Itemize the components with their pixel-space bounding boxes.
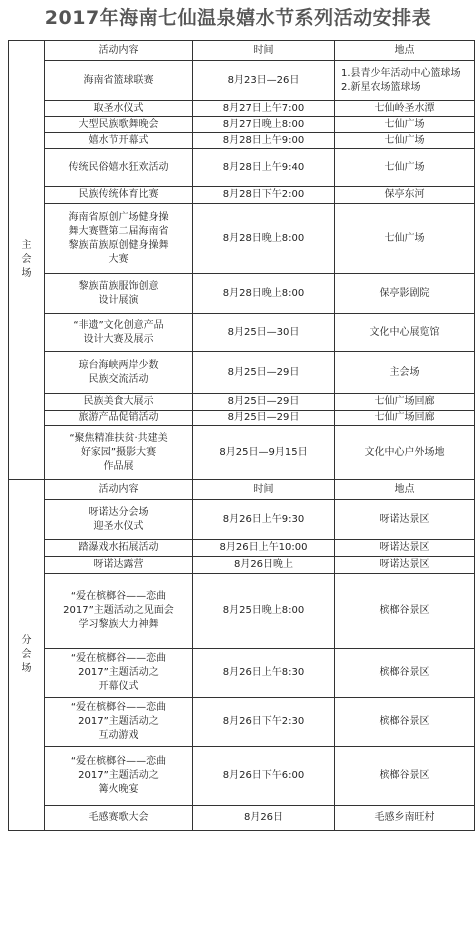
activity-cell bbox=[45, 61, 193, 101]
venue-line: 七仙广场 bbox=[384, 232, 425, 244]
time-line: 8月26日下午2:30 bbox=[222, 716, 305, 727]
time-cell bbox=[193, 557, 335, 574]
activity-line: 嬉水节开幕式 bbox=[88, 134, 149, 146]
table-row bbox=[9, 101, 475, 117]
venue-line: 保亭影剧院 bbox=[379, 287, 430, 299]
header-time: 时间 bbox=[193, 41, 335, 61]
header-activity: 活动内容 bbox=[45, 480, 193, 500]
time-line: 8月28日上午9:00 bbox=[222, 134, 305, 146]
venue-cell bbox=[335, 500, 475, 540]
activity-line: 设计展演 bbox=[98, 294, 139, 306]
venue-cell bbox=[335, 574, 475, 649]
venue-cell bbox=[335, 806, 475, 831]
activity-cell bbox=[45, 698, 193, 747]
table-row bbox=[9, 394, 475, 411]
time-cell bbox=[193, 806, 335, 831]
table-row bbox=[9, 557, 475, 574]
activity-line: 大赛 bbox=[108, 253, 129, 265]
activity-line: 大型民族歌舞晚会 bbox=[78, 118, 159, 130]
venue-line: 1.县青少年活动中心篮球场 bbox=[341, 67, 461, 79]
table-row bbox=[9, 149, 475, 187]
header-row bbox=[9, 41, 475, 61]
time-line: 8月25日—29日 bbox=[227, 366, 300, 378]
venue-line: 呀诺达景区 bbox=[379, 559, 430, 570]
venue-cell bbox=[335, 557, 475, 574]
section-label-char: 会 bbox=[21, 254, 32, 265]
activity-line: 2017”主题活动之见面会 bbox=[63, 605, 174, 616]
activity-line: “爱在槟榔谷——恋曲 bbox=[70, 591, 167, 602]
header-venue: 地点 bbox=[335, 41, 475, 61]
header-row bbox=[9, 480, 475, 500]
time-line: 8月26日上午9:30 bbox=[222, 513, 305, 525]
activity-line: 2017”主题活动之 bbox=[78, 716, 159, 727]
activity-line: 呀诺达分会场 bbox=[88, 506, 149, 518]
venue-cell bbox=[335, 747, 475, 806]
table-row bbox=[9, 411, 475, 426]
venue-cell bbox=[335, 187, 475, 204]
time-line: 8月26日上午8:30 bbox=[222, 667, 305, 678]
venue-line: 主会场 bbox=[389, 366, 420, 378]
activity-cell bbox=[45, 747, 193, 806]
time-cell bbox=[193, 698, 335, 747]
section-label-char: 主 bbox=[21, 240, 32, 251]
time-cell bbox=[193, 133, 335, 149]
activity-line: 舞大赛暨第二届海南省 bbox=[68, 225, 169, 237]
time-cell bbox=[193, 574, 335, 649]
venue-line: 槟榔谷景区 bbox=[379, 716, 430, 727]
time-cell bbox=[193, 117, 335, 133]
table-row bbox=[9, 698, 475, 747]
venue-line: 槟榔谷景区 bbox=[379, 605, 430, 616]
time-line: 8月26日晚上 bbox=[233, 559, 294, 570]
schedule-table bbox=[8, 40, 475, 831]
time-line: 8月28日晚上8:00 bbox=[222, 287, 305, 299]
page-title: 2017年海南七仙温泉嬉水节系列活动安排表 bbox=[44, 7, 432, 29]
activity-cell bbox=[45, 500, 193, 540]
section-label-char: 会 bbox=[21, 649, 32, 660]
time-line: 8月28日晚上8:00 bbox=[222, 232, 305, 244]
venue-line: 七仙广场 bbox=[384, 161, 425, 173]
activity-line: 学习黎族大力神舞 bbox=[78, 619, 159, 630]
time-line: 8月28日下午2:00 bbox=[222, 189, 305, 200]
table-row bbox=[9, 117, 475, 133]
activity-line: 设计大赛及展示 bbox=[83, 333, 154, 345]
venue-cell bbox=[335, 649, 475, 698]
time-line: 8月26日下午6:00 bbox=[222, 770, 305, 781]
time-line: 8月28日上午9:40 bbox=[222, 161, 305, 173]
activity-cell bbox=[45, 574, 193, 649]
section-label-char: 场 bbox=[21, 663, 32, 674]
activity-cell bbox=[45, 540, 193, 557]
activity-line: 开幕仪式 bbox=[98, 681, 139, 692]
activity-line: 2017”主题活动之 bbox=[78, 667, 159, 678]
activity-cell bbox=[45, 274, 193, 314]
venue-line: 文化中心展览馆 bbox=[369, 326, 440, 338]
venue-line: 呀诺达景区 bbox=[379, 513, 430, 525]
time-line: 8月25日晚上8:00 bbox=[222, 605, 305, 616]
time-cell bbox=[193, 411, 335, 426]
activity-cell bbox=[45, 101, 193, 117]
activity-cell bbox=[45, 117, 193, 133]
table-row bbox=[9, 540, 475, 557]
table-row bbox=[9, 187, 475, 204]
time-cell bbox=[193, 540, 335, 557]
activity-cell bbox=[45, 426, 193, 480]
time-cell bbox=[193, 101, 335, 117]
venue-cell bbox=[335, 698, 475, 747]
activity-line: “爱在槟榔谷——恋曲 bbox=[70, 702, 167, 713]
section-label-char: 场 bbox=[21, 268, 32, 279]
activity-line: 旅游产品促销活动 bbox=[78, 412, 159, 423]
activity-line: 取圣水仪式 bbox=[93, 102, 144, 114]
activity-line: “爱在槟榔谷——恋曲 bbox=[70, 756, 167, 767]
venue-line: 七仙广场回廊 bbox=[374, 412, 435, 423]
table-row bbox=[9, 649, 475, 698]
table-row bbox=[9, 806, 475, 831]
venue-cell bbox=[335, 117, 475, 133]
time-line: 8月25日—9月15日 bbox=[219, 446, 308, 458]
venue-cell bbox=[335, 411, 475, 426]
time-line: 8月27日晚上8:00 bbox=[222, 118, 305, 130]
time-cell bbox=[193, 61, 335, 101]
activity-line: 呀诺达露营 bbox=[93, 559, 144, 570]
venue-line: 槟榔谷景区 bbox=[379, 770, 430, 781]
venue-cell bbox=[335, 204, 475, 274]
venue-cell bbox=[335, 133, 475, 149]
activity-cell bbox=[45, 314, 193, 352]
time-line: 8月25日—29日 bbox=[227, 396, 300, 407]
activity-cell bbox=[45, 133, 193, 149]
table-row bbox=[9, 204, 475, 274]
time-cell bbox=[193, 747, 335, 806]
table-row bbox=[9, 747, 475, 806]
activity-line: 黎族苗族服饰创意 bbox=[78, 280, 159, 292]
venue-line: 毛感乡南旺村 bbox=[374, 812, 435, 823]
activity-cell bbox=[45, 352, 193, 394]
activity-line: 作品展 bbox=[103, 460, 134, 472]
venue-line: 文化中心户外场地 bbox=[364, 446, 445, 458]
time-cell bbox=[193, 649, 335, 698]
activity-line: 民族美食大展示 bbox=[83, 396, 154, 407]
venue-cell bbox=[335, 540, 475, 557]
venue-line: 槟榔谷景区 bbox=[379, 667, 430, 678]
activity-line: 琼台海峡两岸少数 bbox=[78, 359, 159, 371]
venue-line: 呀诺达景区 bbox=[379, 542, 430, 553]
time-line: 8月27日上午7:00 bbox=[222, 102, 305, 114]
venue-line: 七仙广场 bbox=[384, 118, 425, 130]
time-cell bbox=[193, 149, 335, 187]
time-cell bbox=[193, 314, 335, 352]
header-activity: 活动内容 bbox=[45, 41, 193, 61]
venue-line: 保亭东河 bbox=[384, 189, 425, 200]
activity-line: 踏瀑戏水拓展活动 bbox=[78, 542, 159, 553]
activity-line: 篝火晚宴 bbox=[98, 784, 139, 795]
activity-cell bbox=[45, 557, 193, 574]
time-cell bbox=[193, 274, 335, 314]
activity-line: 民族交流活动 bbox=[88, 373, 149, 385]
branch-section-label bbox=[9, 480, 45, 831]
activity-line: 互动游戏 bbox=[98, 730, 139, 741]
main-section-label bbox=[9, 41, 45, 480]
activity-cell bbox=[45, 187, 193, 204]
venue-cell bbox=[335, 61, 475, 101]
time-cell bbox=[193, 204, 335, 274]
table-row bbox=[9, 500, 475, 540]
activity-cell bbox=[45, 806, 193, 831]
venue-line: 七仙岭圣水潭 bbox=[374, 102, 435, 114]
activity-cell bbox=[45, 204, 193, 274]
activity-line: 民族传统体育比赛 bbox=[78, 189, 159, 200]
activity-cell bbox=[45, 411, 193, 426]
time-cell bbox=[193, 352, 335, 394]
activity-line: 迎圣水仪式 bbox=[93, 520, 144, 532]
activity-line: 毛感赛歌大会 bbox=[88, 812, 149, 823]
table-row bbox=[9, 574, 475, 649]
table-row bbox=[9, 133, 475, 149]
table-row bbox=[9, 314, 475, 352]
venue-cell bbox=[335, 352, 475, 394]
table-row bbox=[9, 352, 475, 394]
header-venue: 地点 bbox=[335, 480, 475, 500]
activity-line: 海南省篮球联赛 bbox=[83, 74, 154, 86]
activity-line: “非遗”文化创意产品 bbox=[73, 319, 164, 331]
time-cell bbox=[193, 500, 335, 540]
table-row bbox=[9, 61, 475, 101]
activity-cell bbox=[45, 394, 193, 411]
venue-cell bbox=[335, 426, 475, 480]
section-label-char: 分 bbox=[21, 635, 32, 646]
activity-line: 2017”主题活动之 bbox=[78, 770, 159, 781]
venue-cell bbox=[335, 394, 475, 411]
venue-line: 2.新星农场篮球场 bbox=[341, 81, 421, 93]
activity-cell bbox=[45, 649, 193, 698]
header-time: 时间 bbox=[193, 480, 335, 500]
activity-line: 传统民俗嬉水狂欢活动 bbox=[68, 161, 169, 173]
time-line: 8月26日 bbox=[243, 812, 284, 823]
activity-line: “聚焦精准扶贫·共建美 bbox=[69, 432, 168, 444]
time-cell bbox=[193, 187, 335, 204]
time-cell bbox=[193, 394, 335, 411]
activity-line: 黎族苗族原创健身操舞 bbox=[68, 239, 169, 251]
time-line: 8月25日—30日 bbox=[227, 326, 300, 338]
activity-line: “爱在槟榔谷——恋曲 bbox=[70, 653, 167, 664]
venue-cell bbox=[335, 274, 475, 314]
venue-line: 七仙广场回廊 bbox=[374, 396, 435, 407]
venue-cell bbox=[335, 101, 475, 117]
time-line: 8月23日—26日 bbox=[227, 74, 300, 86]
table-row bbox=[9, 274, 475, 314]
time-cell bbox=[193, 426, 335, 480]
activity-line: 海南省原创广场健身操 bbox=[68, 211, 169, 223]
table-row bbox=[9, 426, 475, 480]
activity-cell bbox=[45, 149, 193, 187]
venue-line: 七仙广场 bbox=[384, 134, 425, 146]
time-line: 8月25日—29日 bbox=[227, 412, 300, 423]
activity-line: 好家园”摄影大赛 bbox=[80, 446, 157, 458]
time-line: 8月26日上午10:00 bbox=[219, 542, 308, 553]
venue-cell bbox=[335, 314, 475, 352]
venue-cell bbox=[335, 149, 475, 187]
